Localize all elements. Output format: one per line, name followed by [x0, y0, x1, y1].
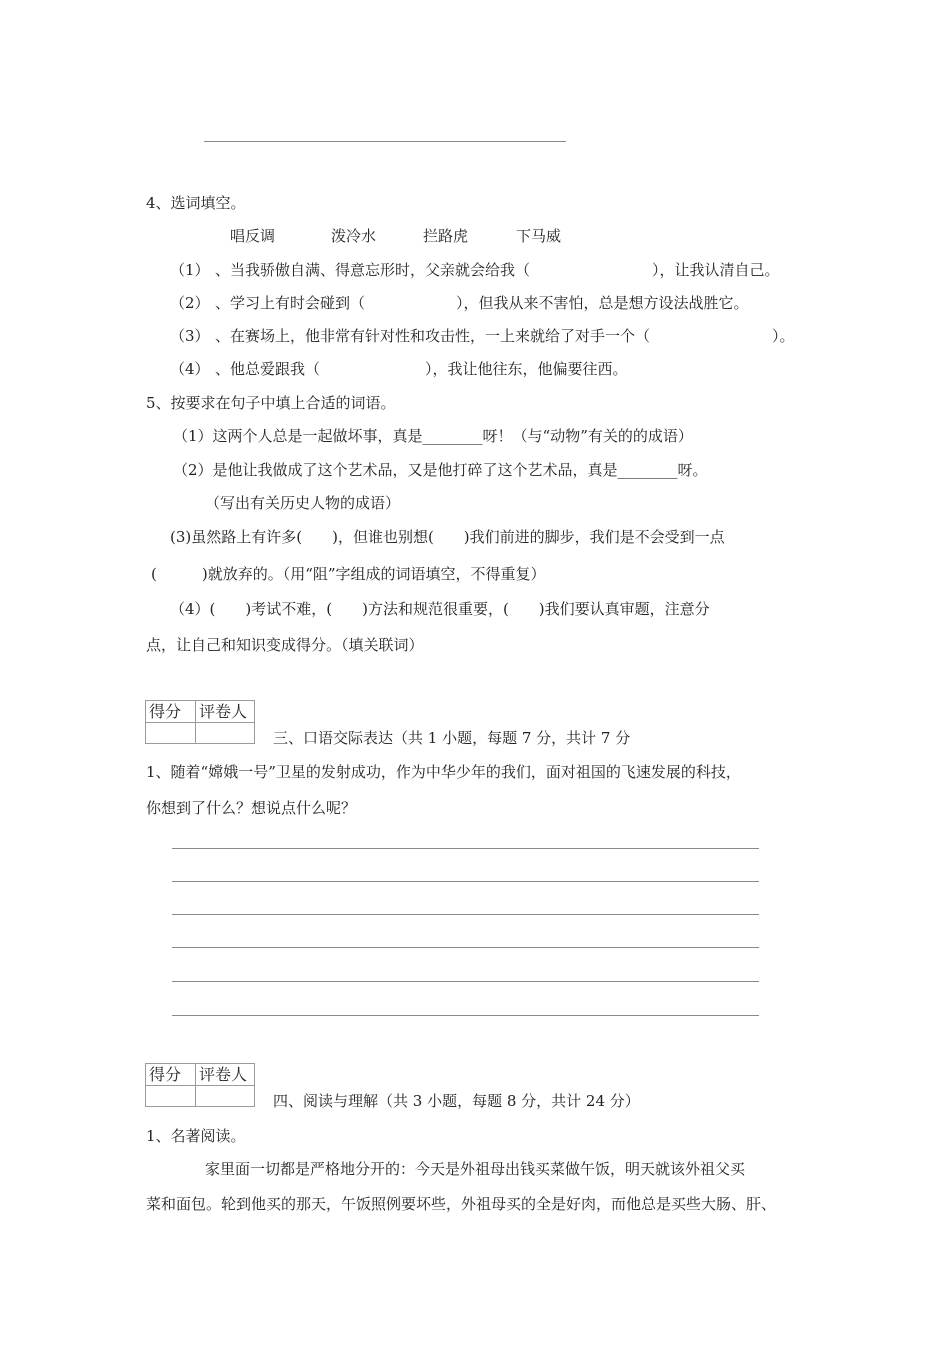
score-box	[145, 700, 255, 744]
q5-sentence-4-line1: （4）( )考试不难，( )方法和规范很重要，( )我们要认真审题，注意分	[170, 600, 710, 618]
q5-sentence-3-line1: (3)虽然路上有许多( )，但谁也别想( )我们前进的脚步，我们是不会受到一点	[170, 528, 725, 546]
q4-item-2-tail: ），但我从来不害怕，总是想方设法战胜它。	[456, 294, 749, 312]
q4-item-4-num: （4）	[170, 360, 210, 378]
answer-line	[172, 947, 759, 948]
answer-line	[172, 981, 759, 982]
q4-item-1-num: （1）	[170, 261, 210, 279]
section4-q1-title: 1、名著阅读。	[146, 1127, 246, 1145]
grader-label: 评卷人	[199, 1065, 248, 1084]
q4-item-2-text: 、学习上有时会碰到（	[215, 294, 366, 312]
q4-item-2-num: （2）	[170, 294, 210, 312]
answer-line	[172, 881, 759, 882]
grader-label: 评卷人	[199, 702, 248, 721]
q5-sentence-2: （2）是他让我做成了这个艺术品，又是他打碎了这个艺术品，真是________呀。	[173, 461, 708, 479]
passage-line-1: 家里面一切都是严格地分开的：今天是外祖母出钱买菜做午饭，明天就该外祖父买	[205, 1160, 746, 1178]
q4-title: 4、选词填空。	[146, 194, 246, 212]
q4-item-3-num: （3）	[170, 327, 210, 345]
q5-sentence-3-line2: ( )就放弃的。（用“阻”字组成的词语填空，不得重复）	[151, 565, 546, 583]
word-option: 唱反调	[230, 227, 276, 245]
answer-line	[172, 914, 759, 915]
q4-item-3-text: 、在赛场上，他非常有针对性和攻击性，一上来就给了对手一个（	[215, 327, 651, 345]
answer-line	[172, 848, 759, 849]
q4-item-4-tail: ），我让他往东，他偏要往西。	[425, 360, 628, 378]
section4-header: 四、阅读与理解（共 3 小题，每题 8 分，共计 24 分）	[273, 1092, 640, 1110]
answer-line	[204, 141, 566, 142]
section3-q1-line1: 1、随着“嫦娥一号”卫星的发射成功，作为中华少年的我们，面对祖国的飞速发展的科技，	[146, 763, 741, 781]
q5-title: 5、按要求在句子中填上合适的词语。	[146, 394, 396, 412]
passage-line-2: 菜和面包。轮到他买的那天，午饭照例要坏些，外祖母买的全是好肉，而他总是买些大肠、肝、	[146, 1195, 777, 1213]
q4-item-1-tail: ），让我认清自己。	[652, 261, 780, 279]
score-box-divider	[195, 701, 196, 743]
word-option: 泼冷水	[331, 227, 377, 245]
word-option: 拦路虎	[423, 227, 469, 245]
answer-line	[172, 1015, 759, 1016]
score-box	[145, 1063, 255, 1107]
score-box-divider	[195, 1064, 196, 1106]
section3-header: 三、口语交际表达（共 1 小题，每题 7 分，共计 7 分	[273, 729, 631, 747]
q4-item-1-text: 、当我骄傲自满、得意忘形时，父亲就会给我（	[215, 261, 531, 279]
score-label: 得分	[149, 702, 182, 721]
score-label: 得分	[149, 1065, 182, 1084]
q5-sentence-1: （1）这两个人总是一起做坏事，真是________呀！（与“动物”有关的的成语）	[173, 427, 693, 445]
q4-item-4-text: 、他总爱跟我（	[215, 360, 321, 378]
q4-item-3-tail: ）。	[772, 327, 795, 345]
q5-sentence-4-line2: 点，让自己和知识变成得分。（填关联词）	[146, 636, 424, 654]
q5-sentence-2-note: （写出有关历史人物的成语）	[205, 494, 401, 512]
section3-q1-line2: 你想到了什么？想说点什么呢？	[146, 799, 357, 817]
word-option: 下马威	[516, 227, 562, 245]
